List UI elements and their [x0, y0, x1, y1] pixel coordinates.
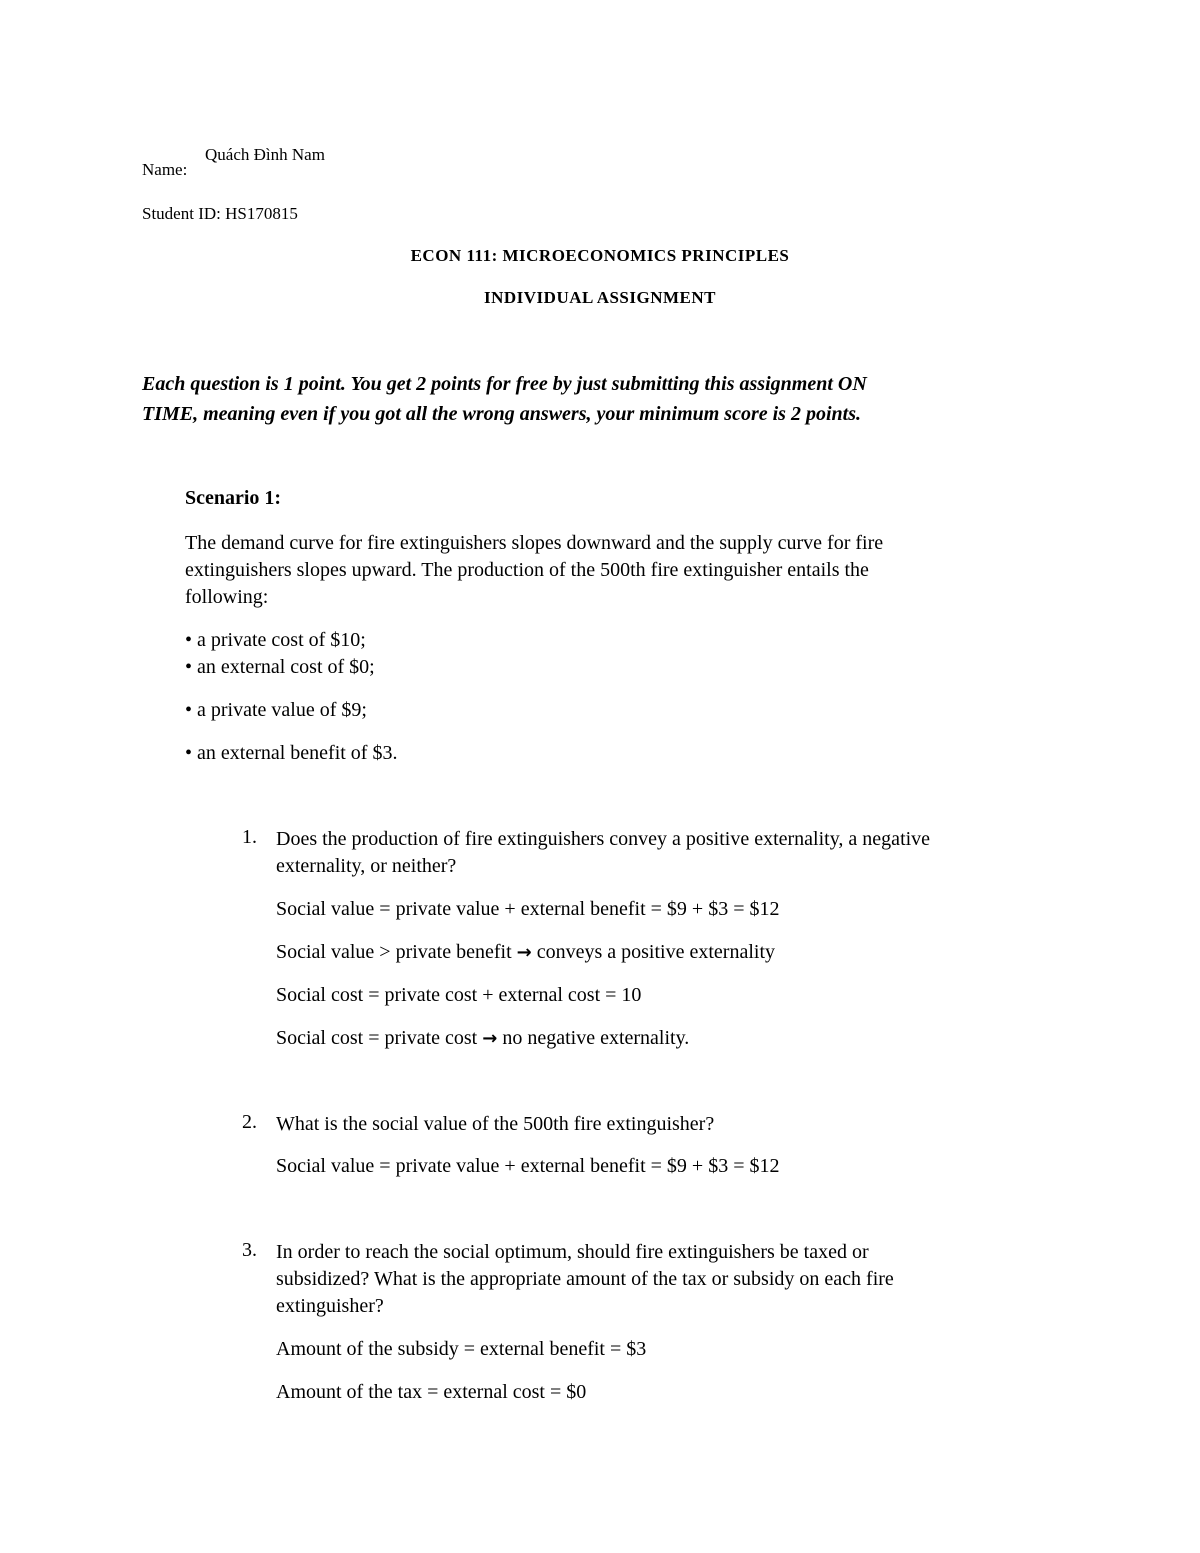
question-text-line-1: What is the social value of the 500th fire extinguisher? — [276, 1113, 715, 1135]
answer-line: Social value = private value + external benefit = $9 + $3 = $12 — [276, 1155, 780, 1177]
answer-part: Social value > private benefit — [276, 941, 512, 963]
scenario-text-line-2: extinguishers slopes upward. The production of the 500th fire extinguisher entails the — [185, 559, 869, 581]
scenario-bullet: • a private cost of $10; — [185, 629, 366, 651]
scenario-heading: Scenario 1: — [185, 487, 282, 509]
answer-line — [276, 939, 775, 966]
scenario-text-line-3: following: — [185, 586, 269, 608]
answer-line: Social value = private value + external benefit = $9 + $3 = $12 — [276, 898, 780, 920]
answer-part: no negative externality. — [502, 1027, 690, 1049]
answer-part: Social cost = private cost — [276, 1027, 478, 1049]
right-arrow-icon: → — [482, 1028, 498, 1049]
course-title: ECON 111: MICROECONOMICS PRINCIPLES — [410, 246, 790, 265]
assignment-title: INDIVIDUAL ASSIGNMENT — [483, 288, 717, 307]
question-text-line-1: Does the production of fire extinguishers convey a positive externality, a negative — [276, 828, 931, 850]
student-id: Student ID: HS170815 — [142, 204, 298, 223]
answer-part: conveys a positive externality — [536, 941, 775, 963]
question-number: 1. — [242, 826, 257, 848]
scenario-bullet: • an external cost of $0; — [185, 656, 375, 678]
question-text-line-1: In order to reach the social optimum, should fire extinguishers be taxed or — [276, 1241, 869, 1263]
question-text-line-2: externality, or neither? — [276, 855, 457, 877]
instructions-line-2: TIME, meaning even if you got all the wrong answers, your minimum score is 2 points. — [142, 403, 861, 425]
answer-line: Social cost = private cost + external cost = 10 — [276, 984, 642, 1006]
instructions-line-1: Each question is 1 point. You get 2 points for free by just submitting this assignment ON — [142, 373, 867, 395]
question-number: 2. — [242, 1111, 257, 1133]
answer-line: Amount of the tax = external cost = $0 — [276, 1381, 587, 1403]
question-number: 3. — [242, 1239, 257, 1261]
scenario-bullet: • a private value of $9; — [185, 699, 367, 721]
scenario-text-line-1: The demand curve for fire extinguishers slopes downward and the supply curve for fire — [185, 532, 884, 554]
right-arrow-icon: → — [516, 942, 532, 963]
scenario-bullet: • an external benefit of $3. — [185, 742, 398, 764]
answer-line: Amount of the subsidy = external benefit = $3 — [276, 1338, 647, 1360]
name-label: Name: — [142, 160, 188, 179]
answer-line — [276, 1025, 689, 1052]
question-text-line-3: extinguisher? — [276, 1295, 384, 1317]
name-value: Quách Đình Nam — [205, 145, 325, 164]
question-text-line-2: subsidized? What is the appropriate amount of the tax or subsidy on each fire — [276, 1268, 894, 1290]
